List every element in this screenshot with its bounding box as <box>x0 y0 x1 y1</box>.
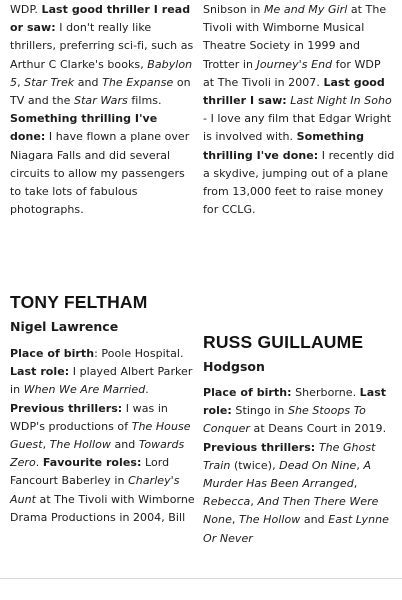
title-the-hollow: The Hollow <box>239 513 301 527</box>
title-rebecca: Rebecca <box>203 495 251 509</box>
bio-run: Stingo in <box>231 404 288 418</box>
profile-name-tony-feltham: TONY FELTHAM <box>10 292 148 312</box>
intro-run: I have flown a plane over Niagara Falls and did several circuits to allow my passengers to take lots of fabulous photographs. <box>10 130 190 217</box>
intro-run: , <box>17 75 25 89</box>
title-and-then-there-were-none: And Then There Were None <box>203 495 379 527</box>
intro-run: WDP. <box>10 3 42 16</box>
label-last-role: Last role: <box>203 386 387 418</box>
intro-run: - I love any film that Edgar Wright is involved with. <box>203 112 392 144</box>
title-last-night-in-soho: Last Night In Soho <box>290 94 392 108</box>
label-last-good-thriller: Last good thriller I read or saw: <box>10 3 191 35</box>
bio-run: I was in WDP's productions of <box>10 401 168 433</box>
bio-run: Lord Fancourt Baberley in <box>10 456 170 488</box>
title-charleys-aunt: Charley's Aunt <box>10 474 180 506</box>
intro-run: I don't really like thrillers, preferring sci-fi, such as Arthur C Clarke's books, <box>10 21 194 71</box>
label-favourite-roles: Favourite roles: <box>42 456 142 470</box>
intro-run: at The Tivoli with Wimborne Musical Theatre Society in 1999 and Trotter in <box>203 3 387 71</box>
intro-run: for WDP at The Tivoli in 2007. <box>203 57 381 89</box>
profile-role-tony-feltham: Nigel Lawrence <box>10 319 119 334</box>
bio-run: : Poole Hospital. <box>94 347 184 360</box>
bio-run: , <box>42 438 50 452</box>
bio-run: (twice), <box>230 458 280 472</box>
bio-run: . <box>35 456 43 470</box>
title-when-we-are-married: When We Are Married <box>23 383 146 397</box>
title-she-stoops-to-conquer: She Stoops To Conquer <box>203 404 366 436</box>
title-a-murder-has-been-arranged: A Murder Has Been Arranged <box>203 458 372 491</box>
profile-name-russ-guillaume: RUSS GUILLAUME <box>203 332 364 352</box>
title-star-trek: Star Trek <box>24 75 75 89</box>
right-intro-paragraph <box>203 1 395 219</box>
title-towards-zero: Towards Zero <box>10 438 185 470</box>
page-bottom-edge <box>0 578 402 579</box>
label-something-thrilling: Something thrilling I've done: <box>10 112 158 144</box>
bio-run: , <box>353 477 358 491</box>
title-babylon-5: Babylon 5 <box>10 57 193 89</box>
tony-feltham-bio <box>10 345 195 527</box>
intro-run: Snibson in <box>203 3 264 16</box>
label-place-of-birth: Place of birth: <box>203 386 292 399</box>
bio-run: at The Tivoli with Wimborne Drama Productions in 2004, Bill <box>10 492 195 524</box>
bio-run: Sherborne. <box>291 386 360 399</box>
label-previous-thrillers: Previous thrillers: <box>10 401 123 415</box>
title-journeys-end: Journey's End <box>256 57 333 71</box>
label-last-good-thriller: Last good thriller I saw: <box>203 75 385 108</box>
left-intro-paragraph <box>10 1 195 219</box>
profile-role-russ-guillaume: Hodgson <box>203 359 265 374</box>
bio-run: and <box>300 513 329 527</box>
bio-run: , <box>356 458 364 472</box>
label-last-role: Last role: <box>10 365 70 379</box>
intro-run: and <box>74 75 103 89</box>
intro-run: films. <box>127 94 162 108</box>
intro-run: on TV and the <box>10 75 191 108</box>
title-the-house-guest: The House Guest <box>10 419 191 452</box>
label-place-of-birth: Place of birth <box>10 347 95 360</box>
label-something-thrilling: Something thrilling I've done: <box>203 130 365 162</box>
title-the-hollow: The Hollow <box>49 438 111 452</box>
title-dead-on-nine: Dead On Nine <box>279 458 357 472</box>
bio-run: , <box>231 513 239 527</box>
bio-run: , <box>250 495 258 509</box>
title-the-ghost-train: The Ghost Train <box>203 440 376 472</box>
title-star-wars: Star Wars <box>74 94 128 108</box>
bio-run: I played Albert Parker in <box>10 365 193 397</box>
label-previous-thrillers: Previous thrillers: <box>203 440 316 454</box>
bio-run: at Deans Court in 2019. <box>249 422 387 436</box>
intro-run: I recently did a skydive, jumping out of a plane from 13,000 feet to raise money for CCLG. <box>203 148 395 217</box>
title-me-and-my-girl: Me and My Girl <box>264 3 348 16</box>
title-the-expanse: The Expanse <box>102 75 174 89</box>
bio-run: . <box>145 383 149 397</box>
russ-guillaume-bio <box>203 384 395 548</box>
bio-run: and <box>110 438 139 452</box>
title-east-lynne-or-never: East Lynne Or Never <box>203 513 389 545</box>
